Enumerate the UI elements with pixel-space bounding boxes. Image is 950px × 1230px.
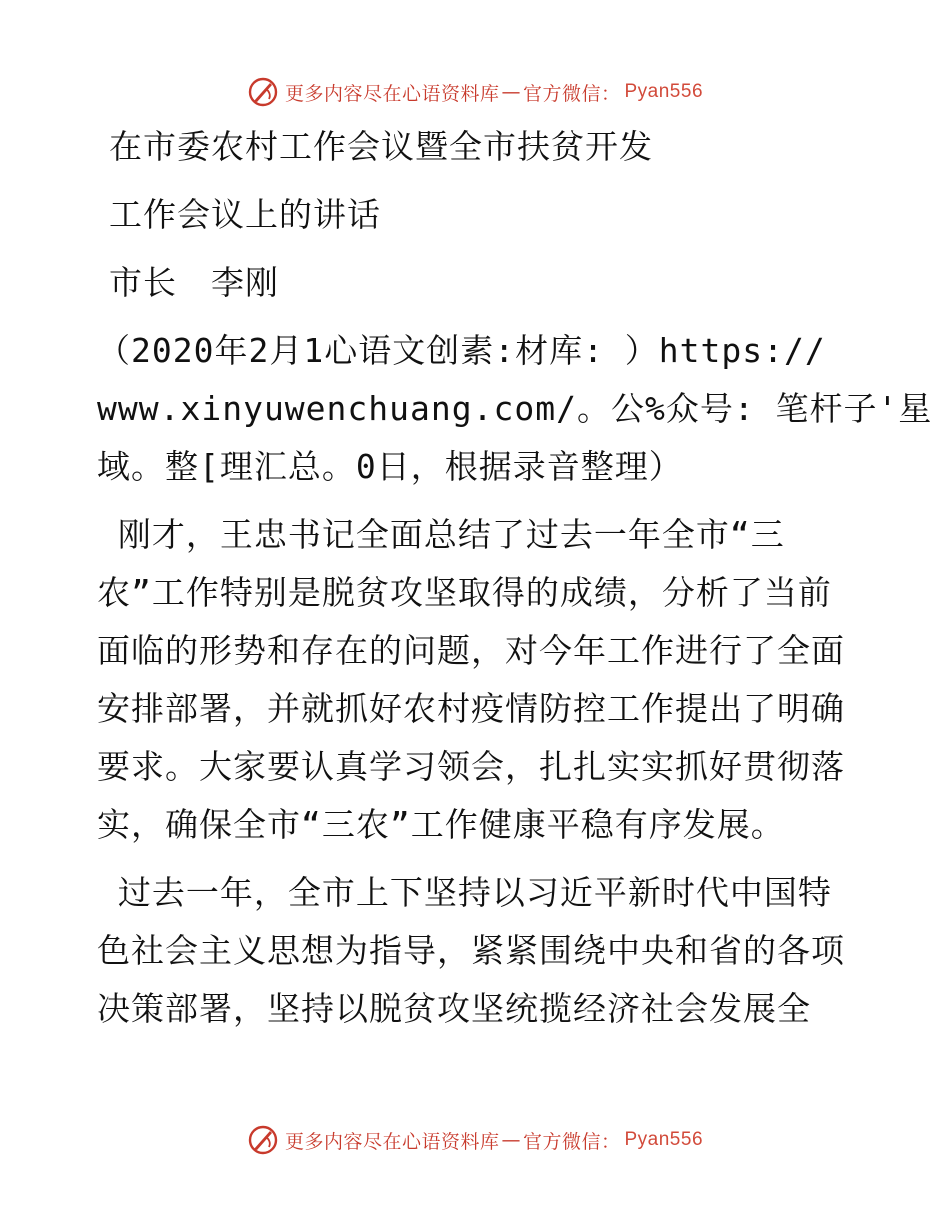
paragraph-line: 色社会主义思想为指导，紧紧围绕中央和省的各项 bbox=[97, 931, 845, 970]
paragraph-line: 过去一年，全市上下坚持以习近平新时代中国特 bbox=[97, 873, 832, 912]
banner-wechat-label: 官方微信： bbox=[522, 82, 621, 105]
paragraph-line: 面临的形势和存在的问题，对今年工作进行了全面 bbox=[97, 631, 845, 670]
paragraph-line: 农”工作特别是脱贫攻坚取得的成绩，分析了当前 bbox=[97, 573, 832, 612]
paragraph-line: 要求。大家要认真学习领会，扎扎实实抓好贯彻落 bbox=[97, 747, 845, 786]
source-note-line: 域。整[理汇总。0日，根据录音整理） bbox=[97, 447, 683, 486]
source-note bbox=[97, 322, 933, 496]
source-note-line: （2020年2月1心语文创素:材库: ）https:// bbox=[97, 331, 826, 370]
paragraph-line: 刚才，王忠书记全面总结了过去一年全市“三 bbox=[97, 515, 785, 554]
paragraph-line: 决策部署，坚持以脱贫攻坚统揽经济社会发展全 bbox=[97, 989, 811, 1028]
banner-wechat-id: Pyan556 bbox=[624, 1129, 704, 1150]
paragraph-2 bbox=[97, 864, 857, 1038]
document-title-line-2: 工作会议上的讲话 bbox=[109, 195, 381, 234]
banner-wechat-id: Pyan556 bbox=[624, 81, 704, 102]
header-banner bbox=[0, 72, 950, 112]
footer-banner bbox=[0, 1120, 950, 1160]
quill-pen-logo-icon bbox=[247, 1124, 279, 1156]
paragraph-line: 实，确保全市“三农”工作健康平稳有序发展。 bbox=[97, 805, 785, 844]
paragraph-1 bbox=[97, 506, 857, 854]
speaker-line: 市长 李刚 bbox=[109, 263, 279, 302]
document-title-line-1: 在市委农村工作会议暨全市扶贫开发 bbox=[109, 127, 653, 166]
source-note-line: www.xinyuwenchuang.com/。公%众号: 笔杆子'星 bbox=[97, 389, 933, 428]
paragraph-line: 安排部署，并就抓好农村疫情防控工作提出了明确 bbox=[97, 689, 845, 728]
banner-wechat-label: 官方微信： bbox=[522, 1130, 621, 1153]
banner-separator: — bbox=[501, 1129, 521, 1151]
banner-separator: — bbox=[501, 81, 521, 103]
document-body bbox=[97, 118, 933, 1038]
banner-site-text: 更多内容尽在心语资料库 bbox=[284, 1130, 500, 1153]
quill-pen-logo-icon bbox=[247, 76, 279, 108]
banner-site-text: 更多内容尽在心语资料库 bbox=[284, 82, 500, 105]
